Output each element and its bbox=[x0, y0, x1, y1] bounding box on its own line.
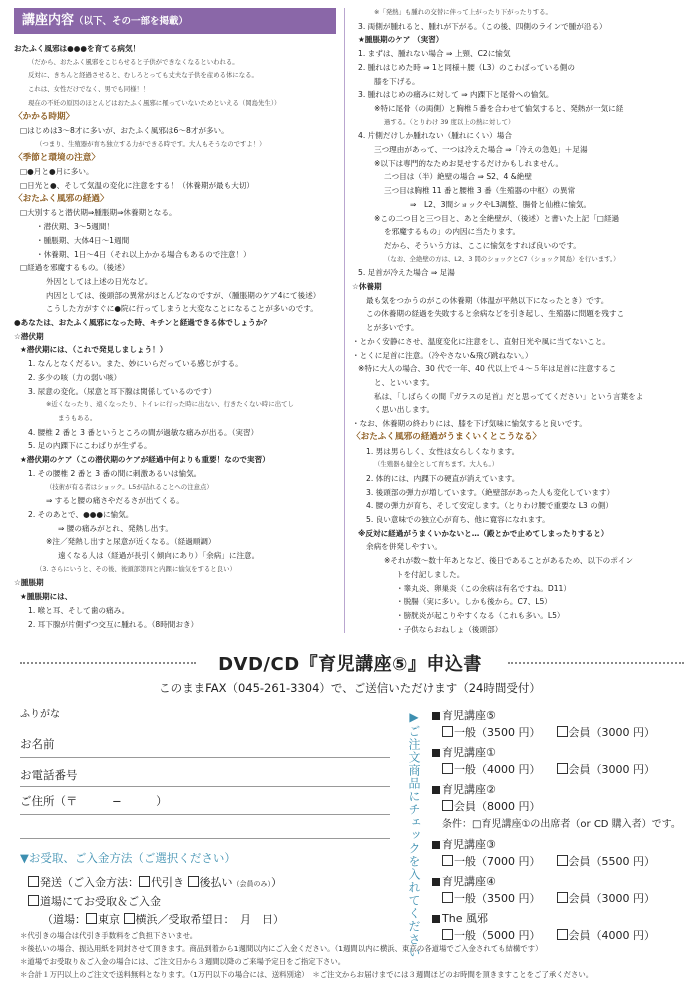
postpay-checkbox[interactable] bbox=[188, 876, 199, 887]
product-item[interactable] bbox=[432, 836, 496, 852]
product-price-row bbox=[442, 853, 655, 869]
postpay-label: 後払い bbox=[199, 876, 233, 889]
left-text-line: （技術が有る者はショック。L5が詰れることへの注意点） bbox=[46, 482, 213, 491]
right-text-line: ※特に大人の場合、30 代で一年、40 代以上で４〜５年は足首に注意するこ bbox=[358, 364, 617, 374]
dojo-option bbox=[28, 893, 161, 909]
left-text-line: 2. 多少の咳（力の弱い咳） bbox=[28, 372, 122, 382]
product-price-row bbox=[442, 798, 541, 814]
right-text-line: ・とくに足首に注意。（冷やさない&飛び跳ねない。） bbox=[352, 350, 533, 360]
order-instruction-vertical: ▶ご注文商品にチェックを入れてください bbox=[407, 710, 421, 959]
name-field[interactable] bbox=[20, 722, 390, 758]
left-text-line: ⇒ 腰の痛みがとれ、発熱し出す。 bbox=[58, 523, 173, 533]
right-text-line: 1. まずは、腫れない場合 ⇒ 上頸、C2に愉気 bbox=[358, 49, 511, 59]
right-text-line: 4. 片側だけしか腫れない（腫れにくい）場合 bbox=[358, 131, 512, 141]
right-text-line: 〈おたふく風邪の経過がうまくいくとこうなる〉 bbox=[352, 431, 542, 442]
left-text-line: 〈かかる時期〉 bbox=[14, 111, 75, 122]
left-text-line: （だから、おたふく風邪をこじらせると子供ができなくなるといわれる。 bbox=[28, 57, 239, 66]
dojo-checkbox[interactable] bbox=[28, 895, 39, 906]
general-price: 一般（3500 円） bbox=[454, 892, 541, 905]
right-text-line: ★腫脹期のケア （実習） bbox=[358, 35, 444, 45]
member-price: 会員（3000 円） bbox=[568, 726, 655, 739]
left-text-line: こうした方がすぐに●院に行ってしまうと大変なことになることが多いのです。 bbox=[46, 304, 318, 314]
left-text-line: 遠くなる人は（経過が長引く傾向にあり）「余病」に注意。 bbox=[58, 551, 260, 561]
right-text-line: （生殖器も健全として育ちます。大人も。） bbox=[374, 460, 499, 469]
phone-field[interactable] bbox=[20, 760, 390, 787]
product-condition: 条件：□育児講座①の出席者（or CD 購入者）です。 bbox=[442, 819, 681, 830]
right-text-line: 5. 足首が冷えた場合 ⇒ 足湯 bbox=[358, 268, 455, 278]
general-price: 一般（7000 円） bbox=[454, 855, 541, 868]
right-column bbox=[352, 0, 688, 636]
product-item[interactable] bbox=[432, 707, 496, 723]
member-price: 会員（3000 円） bbox=[568, 892, 655, 905]
left-text-line: 4. 腰椎 2 番と 3 番というところの間が過敏な痛みが出る。（実習） bbox=[28, 427, 259, 437]
dojo-label: 道場にてお受取＆ご入金 bbox=[40, 895, 161, 908]
right-text-line: ※反対に経過がうまくいかないと…（殿とかで止めてしまったりすると） bbox=[358, 528, 609, 538]
shipping-checkbox[interactable] bbox=[28, 876, 39, 887]
member-only-note: （会員のみ） bbox=[232, 880, 271, 888]
left-text-line: □はじめは3〜8才に多いが、おたふく風邪は6〜8才が多い。 bbox=[20, 126, 229, 136]
left-text-line: 5. 足の内踝下にこわばりが生ずる。 bbox=[28, 441, 152, 451]
product-name: 育児講座④ bbox=[442, 875, 496, 888]
left-text-line: 1. その腰椎 2 番と 3 番の間に刺激あるいは愉気。 bbox=[28, 468, 202, 478]
product-bullet bbox=[432, 749, 440, 757]
right-text-line: ・睾丸炎、卵巣炎（この余病は有名ですね。D11） bbox=[396, 583, 571, 593]
right-text-line: ⇒ L2、3間ショックやL3調整、腸骨と仙椎に愉気。 bbox=[410, 199, 592, 209]
right-text-line: ※この二つ目と三つ目と、あと全絶壁が、（後述）と書いた上記「□経過 bbox=[374, 213, 620, 223]
right-text-line: 3. 両側が腫れると、腫れが下がる。（この後、四側のラインで腫が沿る） bbox=[358, 21, 607, 31]
left-text-line: ⇒ すると腰の痛さやだるさが出てくる。 bbox=[46, 496, 184, 506]
member-price: 会員（5500 円） bbox=[568, 855, 655, 868]
left-text-line: ・潜伏期、3〜5週間！ bbox=[36, 222, 115, 232]
left-text-line: （3. さらにいうと、その後、後頭部第四と内踝に愉気をすると良い） bbox=[36, 564, 236, 573]
right-text-line: ※それが数〜数十年あとなど、後日であることがあるため、以下のポイン bbox=[384, 556, 634, 566]
product-bullet bbox=[432, 786, 440, 794]
left-text-line: ・休養期、1日〜4日（それ以上かかる場合もあるので注意！） bbox=[36, 249, 251, 259]
left-text-line: 2. そのあとで、●●●に愉気。 bbox=[28, 509, 134, 519]
product-name: 育児講座⑤ bbox=[442, 709, 496, 722]
left-text-line: ※注／発熱し出すと尿意が近くなる。（経過順調） bbox=[46, 537, 216, 547]
footnote-3: ＊道場でお受取り＆ご入金の場合には、ご注文日から３週間以降のご来場予定日をご指定下さい。 bbox=[20, 957, 346, 966]
product-item[interactable] bbox=[432, 744, 496, 760]
product-name: 育児講座① bbox=[442, 746, 496, 759]
left-text-line: □●月と●月に多い。 bbox=[20, 167, 94, 177]
left-text-line: 現在の不妊の原因のほとんどはおたふく風邪に罹っていないためといえる（岡島先生）） bbox=[28, 98, 281, 107]
right-text-line: 3. 後頭部の弾力が増しています。（絶壁部があった人も変化しています） bbox=[366, 487, 615, 497]
left-text-line: ・腫脹期、大体4日〜1週間 bbox=[36, 235, 130, 245]
left-text-line: ★潜伏期には、（これで発見しましょう！） bbox=[20, 345, 168, 355]
right-text-line: だから、そういう方は、ここに愉気をすれば良いのです。 bbox=[384, 240, 581, 250]
right-text-line: 三つ目は胸椎 11 番と腰椎 3 番（生殖器の中枢）の異常 bbox=[384, 186, 576, 196]
right-text-line: 3. 腫れはじめの痛みに対して ⇒ 内踝下と尾骨への愉気。 bbox=[358, 90, 554, 100]
member-price-checkbox[interactable] bbox=[442, 800, 453, 811]
left-text-line: 1. なんとなくだるい。また、妙にいらだっている感じがする。 bbox=[28, 359, 243, 369]
left-text-line: 1. 喉と耳、そして歯の痛み。 bbox=[28, 605, 130, 615]
left-text-line: 3. 尿意の変化。（尿意と耳下腺は関係しているのです） bbox=[28, 386, 217, 396]
course-content-banner bbox=[14, 8, 336, 34]
footnote-2: ＊後払いの場合、振込用紙を同封させて頂きます。商品到着から1週間以内にご入金ください。（1週間以内に横浜、東京の各道場でご入金されても結構です） bbox=[20, 944, 543, 953]
member-price-checkbox[interactable] bbox=[557, 855, 568, 866]
right-text-line: この休養期の経過を失敗すると余病などを引き起し、生殖器に問題を残すこ bbox=[366, 309, 625, 319]
product-bullet bbox=[432, 712, 440, 720]
right-text-line: 三つ理由があって、一つは冷えた場合 ⇒「冷えの急処」＋足湯 bbox=[374, 145, 588, 155]
right-text-line: と、といいます。 bbox=[374, 377, 435, 387]
product-price-row bbox=[442, 761, 655, 777]
left-text-block bbox=[14, 42, 336, 631]
right-text-line: く思い出します。 bbox=[374, 405, 435, 415]
left-text-line: 外因としては上述の日光など。 bbox=[46, 276, 153, 286]
receipt-method-heading: ▼お受取、ご入金方法（ご選択ください） bbox=[20, 851, 236, 865]
right-text-line: ・とかく安静にさせ、温度変化に注意をし、直射日光や風に当てないこと。 bbox=[352, 336, 610, 346]
product-price-row bbox=[442, 927, 655, 943]
form-subtitle: このままFAX（045-261-3304）で、ご送信いただけます（24時間受付） bbox=[159, 681, 541, 695]
member-price-checkbox[interactable] bbox=[557, 929, 568, 940]
left-text-line: ★腫脹期には、 bbox=[20, 592, 73, 602]
left-text-line: ☆腫脹期 bbox=[14, 578, 44, 588]
general-price-checkbox[interactable] bbox=[442, 892, 453, 903]
left-text-line: これは、女性だけでなく、男でも同様！！ bbox=[28, 85, 150, 94]
left-text-line: ●あなたは、おたふく風邪になった時、キチンと経過できる体でしょうか？ bbox=[14, 318, 271, 328]
cod-label: 代引き bbox=[151, 876, 184, 889]
tokyo-checkbox[interactable] bbox=[86, 913, 97, 924]
general-price: 一般（3500 円） bbox=[454, 726, 541, 739]
right-text-line: ・子供ならおねしょ（後頭部） bbox=[396, 624, 503, 634]
address-field-line2[interactable] bbox=[20, 818, 390, 839]
right-text-line: 4. 腰の弾力が育ち、そして安定します。（とりわけ腰で重要な L3 の側） bbox=[366, 501, 613, 511]
furigana-label: ふりがな bbox=[20, 709, 60, 720]
footnote-1: ＊代引きの場合は代引き手数料をご負担下さいませ。 bbox=[20, 931, 198, 940]
right-text-line: 余病を併発しやすい。 bbox=[366, 542, 442, 552]
left-column bbox=[14, 0, 336, 631]
left-text-line: ※近くなったり、遠くなったり、トイレに行った時に出ない、行きたくない時に出てし bbox=[46, 400, 294, 409]
column-divider bbox=[344, 8, 345, 633]
product-item[interactable] bbox=[432, 781, 496, 797]
product-bullet bbox=[432, 915, 440, 923]
product-price-row bbox=[442, 890, 655, 906]
right-text-line: ※以下は専門的なためお見せするだけかもしれません。 bbox=[374, 158, 564, 168]
left-text-line: まうもある。 bbox=[58, 413, 97, 422]
left-text-line: （つまり、生殖器が育ち独立する力ができる時です。大人もそうなのですよ！） bbox=[36, 139, 266, 148]
shipping-close-paren: ） bbox=[271, 876, 282, 889]
left-text-line: 2. 耳下腺が片側ずつ交互に腫れる。（8時間おき） bbox=[28, 619, 199, 629]
product-name: The 風邪 bbox=[442, 912, 488, 925]
right-text-line: 5. 良い意味での独立心が育ち、他に寛容になれます。 bbox=[366, 515, 550, 525]
general-price: 一般（5000 円） bbox=[454, 929, 541, 942]
left-text-line: □経過を邪魔するもの。（後述） bbox=[20, 263, 130, 273]
right-text-line: 1. 男は男らしく、女性は女らしくなります。 bbox=[366, 446, 520, 456]
product-price-row bbox=[442, 724, 655, 740]
cod-checkbox[interactable] bbox=[139, 876, 150, 887]
member-price-checkbox[interactable] bbox=[557, 726, 568, 737]
general-price-checkbox[interactable] bbox=[442, 855, 453, 866]
right-text-line: ・なお、休養期の終わりには、膝を下げ気味に愉気すると良いです。 bbox=[352, 419, 587, 429]
address-label: ご住所（〒 − ） bbox=[20, 794, 168, 808]
name-label: お名前 bbox=[20, 737, 55, 751]
product-item[interactable] bbox=[432, 873, 496, 889]
general-price-checkbox[interactable] bbox=[442, 763, 453, 774]
general-price-checkbox[interactable] bbox=[442, 726, 453, 737]
right-text-line: ・脱腸（実に多い。しかも後から。C7、L5） bbox=[396, 597, 552, 607]
member-price-checkbox[interactable] bbox=[557, 892, 568, 903]
footnote-4: ＊合計１万円以上のご注文で送料無料となります。（1万円以下の場合には、送料別途） ＊ご注文からお届けまでには３週間ほどのお時間を頂きますことをご了承ください。 bbox=[20, 970, 594, 979]
left-text-line: 〈おたふく風邪の経過〉 bbox=[14, 193, 109, 204]
left-text-line: おたふく風邪は●●●を育てる病気！ bbox=[14, 44, 141, 53]
shipping-option bbox=[28, 874, 282, 890]
general-price: 一般（4000 円） bbox=[454, 763, 541, 776]
tokyo-label: 東京 bbox=[98, 913, 120, 926]
left-text-line: ★潜伏期のケア（この潜伏期のケアが経過中何よりも重要！なので実習） bbox=[20, 455, 270, 465]
yokohama-label: 横浜 bbox=[135, 913, 158, 926]
right-text-line: 2. 体的には、内踝下の硬直が消えています。 bbox=[366, 473, 520, 483]
left-text-line: 〈季節と環境の注意〉 bbox=[14, 152, 100, 163]
right-text-line: ・膀胱炎が起こりやすくなる（これも多い。L5） bbox=[396, 610, 565, 620]
right-text-line: ※特に尾骨（の両側）と胸椎５番を合わせて愉気すると、発熱が一気に経 bbox=[374, 103, 624, 113]
member-price: 会員（3000 円） bbox=[568, 763, 655, 776]
right-text-block bbox=[352, 0, 688, 636]
left-text-line: 内因としては、後頭部の異常がほとんどなのですが、（腫脹期のケア4にて後述） bbox=[46, 290, 321, 300]
right-text-line: 膝を下げる。 bbox=[374, 76, 420, 86]
right-text-line: 私は、「しばらくの間『ガラスの足首』だと思っててください」という言葉をよ bbox=[374, 391, 644, 401]
product-name: 育児講座③ bbox=[442, 838, 496, 851]
product-item[interactable] bbox=[432, 910, 488, 926]
product-name: 育児講座② bbox=[442, 783, 496, 796]
right-text-line: トを付記しました。 bbox=[396, 569, 465, 579]
product-bullet bbox=[432, 841, 440, 849]
left-text-line: 反対に、きちんと経過させると、むしろとっても丈夫な子供を産める体になる。 bbox=[28, 71, 258, 80]
right-text-line: ※「発熱」も腫れの交替に伴って上がったり下がったりする。 bbox=[374, 8, 552, 16]
left-text-line: □大別すると潜伏期⇒腫脹期⇒休養期となる。 bbox=[20, 208, 177, 218]
right-text-line: 二つ目は（半）絶壁の場合 ⇒ S2、4 &絶壁 bbox=[384, 172, 532, 182]
member-price: 会員（8000 円） bbox=[454, 800, 541, 813]
banner-title: 講座内容 bbox=[22, 13, 75, 28]
left-text-line: □日光と●、そして気温の変化に注意をする！（休養期が最も大切） bbox=[20, 181, 255, 191]
banner-note: （以下、その一部を掲載） bbox=[74, 16, 189, 27]
right-text-line: とが多いです。 bbox=[366, 323, 419, 333]
pickup-date-label: ／受取希望日： 月 日） bbox=[157, 913, 284, 926]
right-text-line: （なお、全絶壁の方は、L2、3 間のショックとC7（ショック岡島）を行います。） bbox=[384, 254, 620, 263]
yokohama-checkbox[interactable] bbox=[124, 913, 135, 924]
member-price: 会員（4000 円） bbox=[568, 929, 655, 942]
dojo-prefix: （道場： bbox=[42, 913, 86, 926]
shipping-label: 発送（ご入金方法： bbox=[40, 876, 139, 889]
right-text-line: 2. 腫れはじめた時 ⇒ 1と同様＋腰（L3）のこわばっている側の bbox=[358, 62, 575, 72]
form-title: DVD/CD『育児講座⑤』申込書 bbox=[218, 654, 482, 675]
left-text-line: ☆潜伏期 bbox=[14, 331, 44, 341]
right-text-line: ☆休養期 bbox=[352, 282, 382, 292]
right-text-line: を邪魔するもの」の内因に当たります。 bbox=[384, 227, 521, 237]
phone-label: お電話番号 bbox=[20, 768, 78, 782]
product-bullet bbox=[432, 878, 440, 886]
member-price-checkbox[interactable] bbox=[557, 763, 568, 774]
general-price-checkbox[interactable] bbox=[442, 929, 453, 940]
right-text-line: 過する。（とりわけ 39 度以上の熱に対して） bbox=[384, 117, 515, 126]
right-text-line: 最も気をつかうのがこの休養期（体温が平熱以下になったとき）です。 bbox=[366, 295, 609, 305]
address-field[interactable] bbox=[20, 788, 390, 815]
dojo-detail bbox=[42, 911, 284, 927]
